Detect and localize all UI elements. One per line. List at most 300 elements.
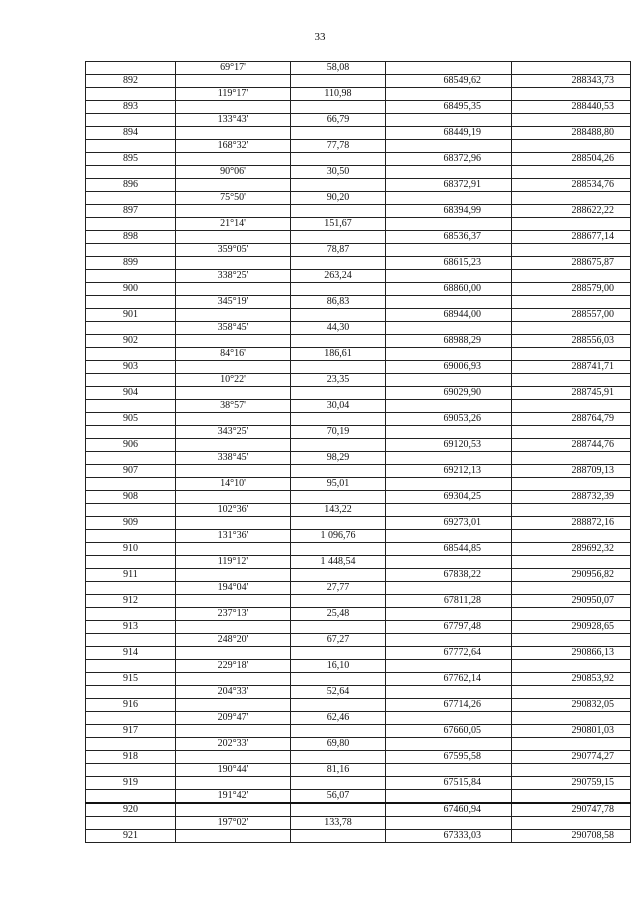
direction-angle-cell: 38°57': [176, 400, 291, 413]
y-coordinate-cell: [512, 400, 631, 413]
x-coordinate-cell: 67460,94: [386, 803, 512, 817]
x-coordinate-cell: 68372,96: [386, 153, 512, 166]
x-coordinate-cell: [386, 764, 512, 777]
point-number-cell: 911: [86, 569, 176, 582]
point-number-cell: 917: [86, 725, 176, 738]
point-row: [86, 621, 631, 634]
x-coordinate-cell: [386, 244, 512, 257]
segment-row: [86, 556, 631, 569]
x-coordinate-cell: [386, 426, 512, 439]
y-coordinate-cell: [512, 244, 631, 257]
point-number-cell: [86, 426, 176, 439]
y-coordinate-cell: 288440,53: [512, 101, 631, 114]
distance-cell: 78,87: [291, 244, 386, 257]
direction-angle-cell: [176, 647, 291, 660]
direction-angle-cell: 358°45': [176, 322, 291, 335]
distance-cell: 95,01: [291, 478, 386, 491]
direction-angle-cell: 194°04': [176, 582, 291, 595]
y-coordinate-cell: [512, 504, 631, 517]
direction-angle-cell: [176, 387, 291, 400]
direction-angle-cell: 338°45': [176, 452, 291, 465]
segment-row: [86, 582, 631, 595]
direction-angle-cell: [176, 335, 291, 348]
point-row: [86, 777, 631, 790]
point-number-cell: [86, 582, 176, 595]
distance-cell: 56,07: [291, 790, 386, 804]
x-coordinate-cell: 68394,99: [386, 205, 512, 218]
y-coordinate-cell: 290853,92: [512, 673, 631, 686]
point-row: [86, 127, 631, 140]
x-coordinate-cell: 69273,01: [386, 517, 512, 530]
point-number-cell: [86, 608, 176, 621]
point-number-cell: 913: [86, 621, 176, 634]
x-coordinate-cell: 68944,00: [386, 309, 512, 322]
distance-cell: 30,04: [291, 400, 386, 413]
x-coordinate-cell: [386, 738, 512, 751]
direction-angle-cell: 69°17': [176, 62, 291, 75]
y-coordinate-cell: 288622,22: [512, 205, 631, 218]
distance-cell: 1 096,76: [291, 530, 386, 543]
segment-row: [86, 790, 631, 804]
y-coordinate-cell: [512, 582, 631, 595]
x-coordinate-cell: [386, 582, 512, 595]
distance-cell: 1 448,54: [291, 556, 386, 569]
direction-angle-cell: 197°02': [176, 817, 291, 830]
point-row: [86, 283, 631, 296]
point-number-cell: [86, 817, 176, 830]
direction-angle-cell: [176, 283, 291, 296]
x-coordinate-cell: 67838,22: [386, 569, 512, 582]
segment-row: [86, 244, 631, 257]
x-coordinate-cell: 68372,91: [386, 179, 512, 192]
y-coordinate-cell: 288343,73: [512, 75, 631, 88]
point-number-cell: [86, 322, 176, 335]
distance-cell: 86,83: [291, 296, 386, 309]
distance-cell: [291, 803, 386, 817]
segment-row: [86, 88, 631, 101]
y-coordinate-cell: [512, 348, 631, 361]
segment-row: [86, 218, 631, 231]
y-coordinate-cell: 290759,15: [512, 777, 631, 790]
point-number-cell: 894: [86, 127, 176, 140]
point-row: [86, 309, 631, 322]
x-coordinate-cell: [386, 322, 512, 335]
distance-cell: [291, 413, 386, 426]
point-row: [86, 491, 631, 504]
x-coordinate-cell: [386, 452, 512, 465]
y-coordinate-cell: [512, 738, 631, 751]
direction-angle-cell: [176, 205, 291, 218]
distance-cell: [291, 257, 386, 270]
distance-cell: 58,08: [291, 62, 386, 75]
coordinates-table-body: [86, 62, 631, 843]
y-coordinate-cell: [512, 660, 631, 673]
distance-cell: [291, 309, 386, 322]
y-coordinate-cell: 288745,91: [512, 387, 631, 400]
point-number-cell: [86, 686, 176, 699]
y-coordinate-cell: [512, 608, 631, 621]
x-coordinate-cell: 67333,03: [386, 830, 512, 843]
direction-angle-cell: [176, 751, 291, 764]
distance-cell: 23,35: [291, 374, 386, 387]
x-coordinate-cell: [386, 504, 512, 517]
point-row: [86, 647, 631, 660]
direction-angle-cell: 229°18': [176, 660, 291, 673]
x-coordinate-cell: 68495,35: [386, 101, 512, 114]
distance-cell: [291, 361, 386, 374]
point-row: [86, 153, 631, 166]
direction-angle-cell: [176, 569, 291, 582]
direction-angle-cell: 84°16': [176, 348, 291, 361]
direction-angle-cell: 338°25': [176, 270, 291, 283]
point-row: [86, 803, 631, 817]
x-coordinate-cell: [386, 556, 512, 569]
x-coordinate-cell: [386, 62, 512, 75]
segment-row: [86, 166, 631, 179]
distance-cell: [291, 569, 386, 582]
x-coordinate-cell: 68615,23: [386, 257, 512, 270]
y-coordinate-cell: 288557,00: [512, 309, 631, 322]
segment-row: [86, 452, 631, 465]
y-coordinate-cell: 290956,82: [512, 569, 631, 582]
direction-angle-cell: [176, 257, 291, 270]
x-coordinate-cell: 69304,25: [386, 491, 512, 504]
distance-cell: [291, 335, 386, 348]
x-coordinate-cell: [386, 296, 512, 309]
x-coordinate-cell: 69212,13: [386, 465, 512, 478]
distance-cell: [291, 699, 386, 712]
distance-cell: 52,64: [291, 686, 386, 699]
point-number-cell: [86, 400, 176, 413]
y-coordinate-cell: [512, 764, 631, 777]
y-coordinate-cell: [512, 790, 631, 804]
point-row: [86, 569, 631, 582]
page-number: 33: [314, 31, 326, 43]
distance-cell: [291, 439, 386, 452]
y-coordinate-cell: [512, 322, 631, 335]
x-coordinate-cell: 67762,14: [386, 673, 512, 686]
direction-angle-cell: [176, 413, 291, 426]
point-row: [86, 699, 631, 712]
y-coordinate-cell: 290747,78: [512, 803, 631, 817]
segment-row: [86, 192, 631, 205]
y-coordinate-cell: 288677,14: [512, 231, 631, 244]
direction-angle-cell: 21°14': [176, 218, 291, 231]
point-number-cell: 897: [86, 205, 176, 218]
y-coordinate-cell: [512, 686, 631, 699]
point-number-cell: 893: [86, 101, 176, 114]
distance-cell: [291, 621, 386, 634]
x-coordinate-cell: 69120,53: [386, 439, 512, 452]
point-number-cell: [86, 62, 176, 75]
y-coordinate-cell: [512, 530, 631, 543]
distance-cell: 30,50: [291, 166, 386, 179]
x-coordinate-cell: [386, 374, 512, 387]
distance-cell: [291, 595, 386, 608]
point-number-cell: 906: [86, 439, 176, 452]
point-number-cell: [86, 556, 176, 569]
direction-angle-cell: [176, 491, 291, 504]
x-coordinate-cell: [386, 790, 512, 804]
x-coordinate-cell: [386, 348, 512, 361]
direction-angle-cell: [176, 725, 291, 738]
point-row: [86, 543, 631, 556]
distance-cell: 16,10: [291, 660, 386, 673]
distance-cell: 90,20: [291, 192, 386, 205]
point-number-cell: 912: [86, 595, 176, 608]
segment-row: [86, 530, 631, 543]
distance-cell: [291, 283, 386, 296]
y-coordinate-cell: [512, 452, 631, 465]
segment-row: [86, 348, 631, 361]
point-number-cell: [86, 192, 176, 205]
point-number-cell: 898: [86, 231, 176, 244]
distance-cell: 110,98: [291, 88, 386, 101]
x-coordinate-cell: [386, 530, 512, 543]
direction-angle-cell: 119°12': [176, 556, 291, 569]
point-number-cell: [86, 660, 176, 673]
x-coordinate-cell: 67660,05: [386, 725, 512, 738]
direction-angle-cell: [176, 777, 291, 790]
x-coordinate-cell: [386, 817, 512, 830]
direction-angle-cell: 102°36': [176, 504, 291, 517]
direction-angle-cell: [176, 231, 291, 244]
x-coordinate-cell: [386, 88, 512, 101]
segment-row: [86, 478, 631, 491]
segment-row: [86, 296, 631, 309]
direction-angle-cell: [176, 830, 291, 843]
point-number-cell: [86, 166, 176, 179]
y-coordinate-cell: 288579,00: [512, 283, 631, 296]
point-row: [86, 725, 631, 738]
direction-angle-cell: 14°10': [176, 478, 291, 491]
point-number-cell: 920: [86, 803, 176, 817]
y-coordinate-cell: 290832,05: [512, 699, 631, 712]
y-coordinate-cell: 288534,76: [512, 179, 631, 192]
x-coordinate-cell: 69053,26: [386, 413, 512, 426]
point-number-cell: 902: [86, 335, 176, 348]
point-number-cell: [86, 452, 176, 465]
distance-cell: [291, 75, 386, 88]
y-coordinate-cell: 288504,26: [512, 153, 631, 166]
point-number-cell: 896: [86, 179, 176, 192]
y-coordinate-cell: [512, 114, 631, 127]
x-coordinate-cell: [386, 270, 512, 283]
y-coordinate-cell: [512, 140, 631, 153]
x-coordinate-cell: 69029,90: [386, 387, 512, 400]
point-number-cell: 915: [86, 673, 176, 686]
direction-angle-cell: 119°17': [176, 88, 291, 101]
point-number-cell: [86, 504, 176, 517]
point-number-cell: 900: [86, 283, 176, 296]
x-coordinate-cell: [386, 218, 512, 231]
y-coordinate-cell: [512, 88, 631, 101]
y-coordinate-cell: [512, 166, 631, 179]
x-coordinate-cell: 67595,58: [386, 751, 512, 764]
x-coordinate-cell: [386, 166, 512, 179]
distance-cell: 186,61: [291, 348, 386, 361]
direction-angle-cell: [176, 803, 291, 817]
direction-angle-cell: 190°44': [176, 764, 291, 777]
direction-angle-cell: [176, 517, 291, 530]
point-number-cell: 905: [86, 413, 176, 426]
point-number-cell: 895: [86, 153, 176, 166]
distance-cell: 151,67: [291, 218, 386, 231]
x-coordinate-cell: 68449,19: [386, 127, 512, 140]
y-coordinate-cell: [512, 218, 631, 231]
point-number-cell: [86, 374, 176, 387]
segment-row: [86, 686, 631, 699]
point-number-cell: [86, 712, 176, 725]
distance-cell: [291, 725, 386, 738]
y-coordinate-cell: 288732,39: [512, 491, 631, 504]
y-coordinate-cell: [512, 634, 631, 647]
direction-angle-cell: [176, 101, 291, 114]
x-coordinate-cell: [386, 478, 512, 491]
segment-row: [86, 140, 631, 153]
direction-angle-cell: 191°42': [176, 790, 291, 804]
x-coordinate-cell: 67811,28: [386, 595, 512, 608]
point-number-cell: 904: [86, 387, 176, 400]
y-coordinate-cell: 288744,76: [512, 439, 631, 452]
segment-row: [86, 270, 631, 283]
direction-angle-cell: 131°36': [176, 530, 291, 543]
point-row: [86, 101, 631, 114]
direction-angle-cell: [176, 439, 291, 452]
distance-cell: [291, 127, 386, 140]
x-coordinate-cell: [386, 608, 512, 621]
segment-row: [86, 322, 631, 335]
distance-cell: 69,80: [291, 738, 386, 751]
point-row: [86, 830, 631, 843]
distance-cell: [291, 101, 386, 114]
point-number-cell: [86, 764, 176, 777]
point-row: [86, 465, 631, 478]
point-number-cell: 910: [86, 543, 176, 556]
direction-angle-cell: 204°33': [176, 686, 291, 699]
x-coordinate-cell: [386, 140, 512, 153]
segment-row: [86, 817, 631, 830]
segment-row: [86, 114, 631, 127]
segment-row: [86, 660, 631, 673]
segment-row: [86, 712, 631, 725]
point-row: [86, 751, 631, 764]
direction-angle-cell: 345°19': [176, 296, 291, 309]
point-number-cell: 899: [86, 257, 176, 270]
direction-angle-cell: 209°47': [176, 712, 291, 725]
distance-cell: 98,29: [291, 452, 386, 465]
segment-row: [86, 504, 631, 517]
direction-angle-cell: 10°22': [176, 374, 291, 387]
point-number-cell: [86, 738, 176, 751]
point-number-cell: 907: [86, 465, 176, 478]
point-row: [86, 595, 631, 608]
x-coordinate-cell: [386, 634, 512, 647]
point-row: [86, 413, 631, 426]
y-coordinate-cell: [512, 270, 631, 283]
point-number-cell: 901: [86, 309, 176, 322]
y-coordinate-cell: 290801,03: [512, 725, 631, 738]
point-number-cell: [86, 530, 176, 543]
direction-angle-cell: [176, 179, 291, 192]
direction-angle-cell: [176, 153, 291, 166]
distance-cell: 77,78: [291, 140, 386, 153]
segment-row: [86, 738, 631, 751]
distance-cell: [291, 387, 386, 400]
direction-angle-cell: [176, 621, 291, 634]
segment-row: [86, 634, 631, 647]
distance-cell: 44,30: [291, 322, 386, 335]
x-coordinate-cell: 67772,64: [386, 647, 512, 660]
point-number-cell: [86, 114, 176, 127]
y-coordinate-cell: 288556,03: [512, 335, 631, 348]
point-number-cell: 903: [86, 361, 176, 374]
segment-row: [86, 764, 631, 777]
direction-angle-cell: 90°06': [176, 166, 291, 179]
y-coordinate-cell: [512, 426, 631, 439]
distance-cell: [291, 205, 386, 218]
coordinates-table: [85, 61, 631, 843]
x-coordinate-cell: 68549,62: [386, 75, 512, 88]
segment-row: [86, 400, 631, 413]
direction-angle-cell: [176, 543, 291, 556]
x-coordinate-cell: 68536,37: [386, 231, 512, 244]
y-coordinate-cell: 288675,87: [512, 257, 631, 270]
y-coordinate-cell: [512, 478, 631, 491]
point-number-cell: [86, 244, 176, 257]
point-number-cell: [86, 218, 176, 231]
y-coordinate-cell: [512, 296, 631, 309]
point-row: [86, 75, 631, 88]
distance-cell: [291, 751, 386, 764]
distance-cell: 62,46: [291, 712, 386, 725]
y-coordinate-cell: [512, 817, 631, 830]
y-coordinate-cell: 288872,16: [512, 517, 631, 530]
y-coordinate-cell: 290950,07: [512, 595, 631, 608]
distance-cell: [291, 830, 386, 843]
y-coordinate-cell: [512, 192, 631, 205]
direction-angle-cell: [176, 673, 291, 686]
distance-cell: [291, 543, 386, 556]
point-number-cell: 914: [86, 647, 176, 660]
point-number-cell: 916: [86, 699, 176, 712]
point-number-cell: 921: [86, 830, 176, 843]
point-row: [86, 387, 631, 400]
direction-angle-cell: [176, 75, 291, 88]
direction-angle-cell: 359°05': [176, 244, 291, 257]
point-number-cell: 918: [86, 751, 176, 764]
point-number-cell: [86, 348, 176, 361]
point-number-cell: 892: [86, 75, 176, 88]
direction-angle-cell: 75°50': [176, 192, 291, 205]
distance-cell: [291, 673, 386, 686]
x-coordinate-cell: [386, 660, 512, 673]
direction-angle-cell: [176, 699, 291, 712]
x-coordinate-cell: 67797,48: [386, 621, 512, 634]
segment-row: [86, 608, 631, 621]
y-coordinate-cell: 289692,32: [512, 543, 631, 556]
point-number-cell: [86, 296, 176, 309]
point-number-cell: 908: [86, 491, 176, 504]
distance-cell: [291, 491, 386, 504]
x-coordinate-cell: [386, 712, 512, 725]
point-row: [86, 335, 631, 348]
distance-cell: 70,19: [291, 426, 386, 439]
point-number-cell: [86, 478, 176, 491]
y-coordinate-cell: 288764,79: [512, 413, 631, 426]
y-coordinate-cell: 288741,71: [512, 361, 631, 374]
distance-cell: [291, 465, 386, 478]
